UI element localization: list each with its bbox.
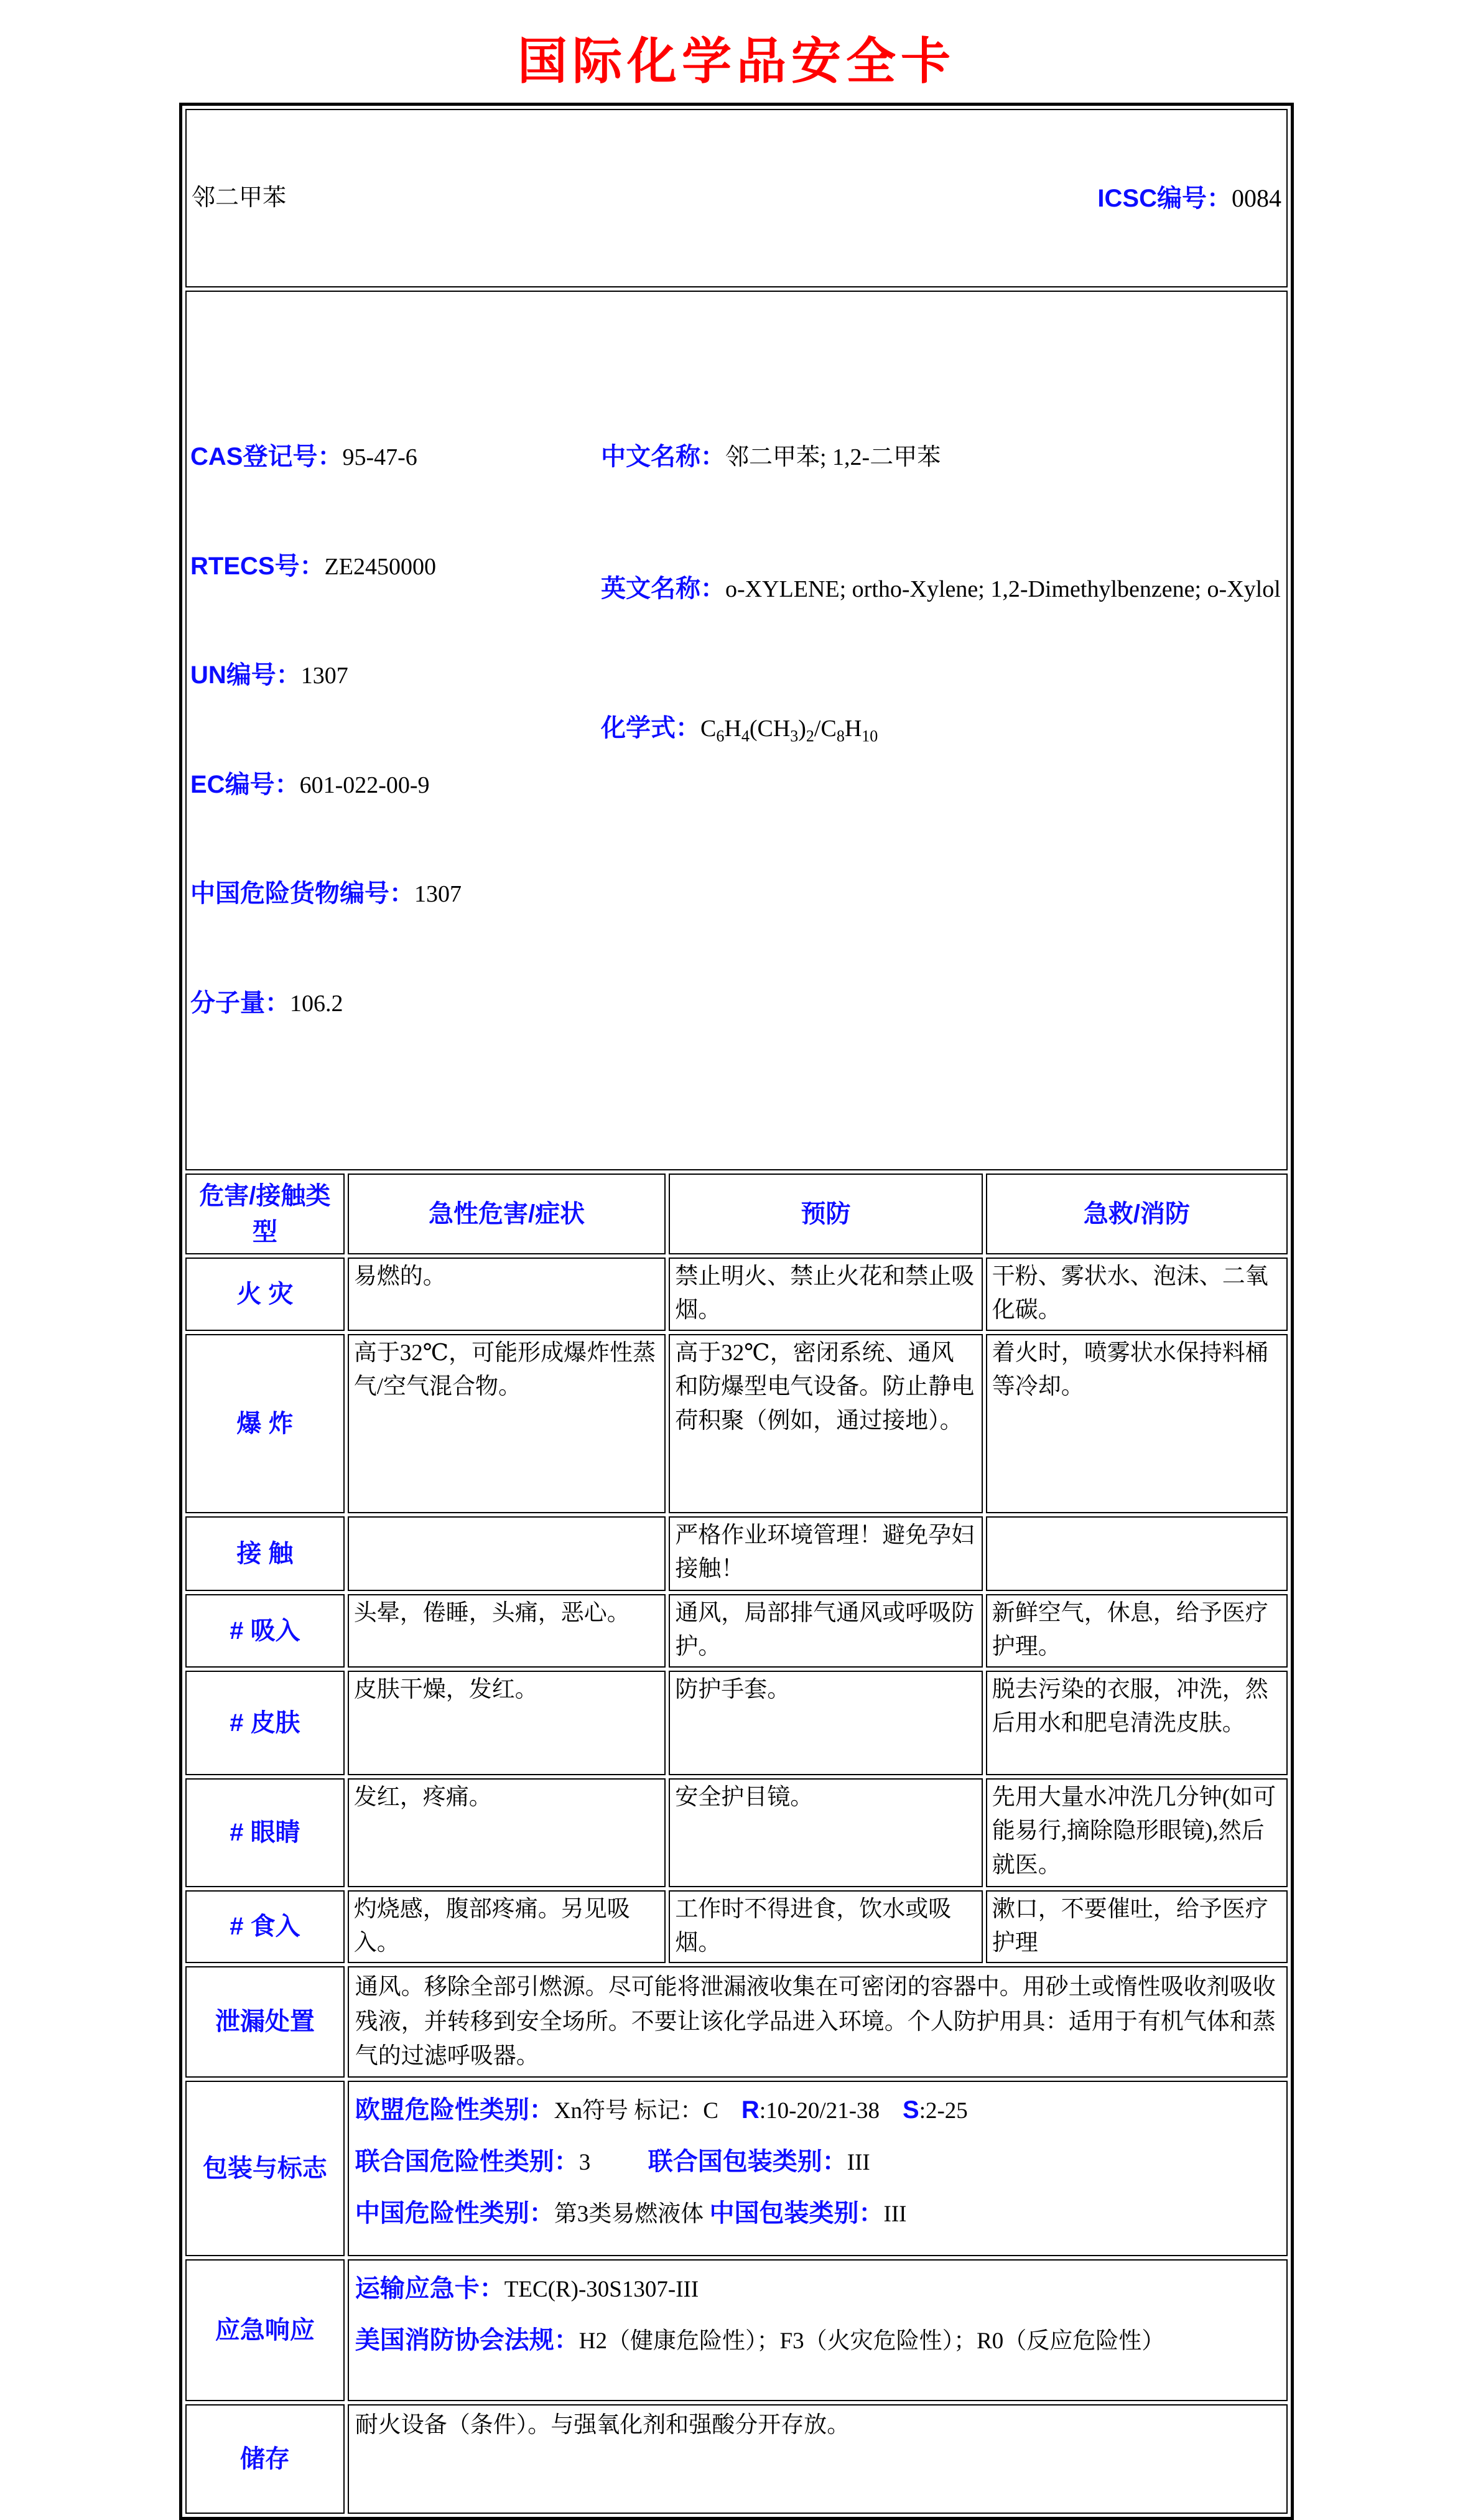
field-value: :10-20/21-38 (759, 2098, 903, 2124)
identifiers-cell (185, 291, 1288, 1170)
eyes-prevention-cell: 安全护目镜。 (669, 1778, 982, 1887)
field-value: 3 (579, 2149, 648, 2175)
field-label: R (741, 2096, 760, 2124)
formula-segment: /C (814, 715, 837, 742)
field-label: 美国消防协会法规： (355, 2326, 579, 2354)
inhalation-response-cell: 新鲜空气，休息，给予医疗护理。 (986, 1594, 1288, 1668)
header-hazard-type: 危害/接触类型 (185, 1174, 345, 1254)
field-label: S (903, 2096, 919, 2124)
chemical-formula-label: 化学式： (601, 714, 700, 742)
header-prevention: 预防 (669, 1174, 982, 1254)
text-line (355, 2188, 1280, 2239)
explosion-prevention-cell: 高于32℃，密闭系统、通风和防爆型电气设备。防止静电荷积聚（例如，通过接地）。 (669, 1334, 982, 1513)
china-dg-number-value: 1307 (414, 881, 462, 908)
field-label: 联合国包装类别： (648, 2147, 847, 2175)
skin-symptom-cell: 皮肤干燥，发红。 (348, 1671, 666, 1775)
ec-number (190, 765, 601, 806)
text-line (355, 2084, 1280, 2136)
formula-segment: 10 (862, 727, 878, 745)
formula-segment: H (844, 715, 862, 742)
rtecs-number-value: ZE2450000 (324, 553, 437, 580)
section-label-packaging: 包装与标志 (185, 2081, 345, 2256)
section-row-spill (185, 1966, 1288, 2078)
molecular-weight (190, 983, 601, 1024)
hazard-row-eyes (185, 1778, 1288, 1887)
row-label-exposure: 接 触 (185, 1516, 345, 1591)
formula-segment: 2 (806, 727, 814, 745)
field-value: III (883, 2201, 907, 2228)
formula-segment: (CH (749, 715, 791, 742)
identifiers-row (185, 291, 1288, 1170)
row-label-inhalation: # 吸入 (185, 1594, 345, 1668)
field-value: TEC(R)-30S1307-III (504, 2276, 699, 2302)
hazard-row-inhalation (185, 1594, 1288, 1668)
text-line (355, 2136, 1280, 2188)
text-line (355, 1970, 1280, 2074)
icsc-number (1097, 180, 1281, 217)
hazard-row-exposure (185, 1516, 1288, 1591)
field-value: 通风。移除全部引燃源。尽可能将泄漏液收集在可密闭的容器中。用砂土或惰性吸收剂吸收残液，并转移到安全场所。不要让该化学品进入环境。个人防护用具：适用于有机气体和蒸气的过滤呼吸器。 (355, 1974, 1276, 2070)
chinese-name-value: 邻二甲苯; 1,2-二甲苯 (725, 444, 941, 471)
row-label-fire: 火 灾 (185, 1258, 345, 1331)
packaging-content-cell (348, 2081, 1288, 2256)
section-row-emergency (185, 2259, 1288, 2401)
field-label: 欧盟危险性类别： (355, 2096, 554, 2124)
text-line (355, 2408, 1280, 2443)
section-label-spill: 泄漏处置 (185, 1966, 345, 2078)
card-title-cell (185, 109, 1288, 287)
page-title: 国际化学品安全卡 (518, 35, 955, 90)
skin-prevention-cell: 防护手套。 (669, 1671, 982, 1775)
name-list (601, 369, 1283, 1093)
ingestion-response-cell: 漱口，不要催吐，给予医疗护理 (986, 1890, 1288, 1964)
row-label-skin: # 皮肤 (185, 1671, 345, 1775)
icsc-card (179, 103, 1294, 2520)
header-first-aid: 急救/消防 (986, 1174, 1288, 1254)
cas-number-value: 95-47-6 (342, 444, 417, 471)
row-label-ingestion: # 食入 (185, 1890, 345, 1964)
header-acute-symptoms: 急性危害/症状 (348, 1174, 666, 1254)
field-value: 第3类易燃液体 (554, 2201, 710, 2228)
chemical-formula (601, 708, 1283, 749)
explosion-symptom-cell: 高于32℃，可能形成爆炸性蒸气/空气混合物。 (348, 1334, 666, 1513)
hazard-row-fire (185, 1258, 1288, 1331)
storage-content-cell (348, 2404, 1288, 2514)
field-label: 运输应急卡： (355, 2274, 504, 2302)
un-number (190, 655, 601, 696)
explosion-response-cell: 着火时，喷雾状水保持料桶等冷却。 (986, 1334, 1288, 1513)
cas-number (190, 437, 601, 478)
fire-prevention-cell: 禁止明火、禁止火花和禁止吸烟。 (669, 1258, 982, 1331)
field-value: H2（健康危险性）；F3（火灾危险性）；R0（反应危险性） (579, 2328, 1165, 2354)
field-value: Xn符号 标记：C (554, 2098, 741, 2124)
field-value: 耐火设备（条件）。与强氧化剂和强酸分开存放。 (355, 2412, 850, 2438)
formula-segment: 4 (741, 727, 750, 745)
molecular-weight-value: 106.2 (290, 990, 343, 1017)
english-name (601, 569, 1283, 609)
english-name-value: o-XYLENE; ortho-Xylene; 1,2-Dimethylbenzene; o-Xylol (725, 576, 1281, 602)
fire-response-cell: 干粉、雾状水、泡沫、二氧化碳。 (986, 1258, 1288, 1331)
eyes-symptom-cell: 发红，疼痛。 (348, 1778, 666, 1887)
un-number-label: UN编号： (190, 661, 301, 689)
section-label-storage: 储存 (185, 2404, 345, 2514)
ec-number-label: EC编号： (190, 770, 300, 798)
formula-segment: H (724, 715, 741, 742)
hazard-row-explosion (185, 1334, 1288, 1513)
inhalation-symptom-cell: 头晕，倦睡，头痛，恶心。 (348, 1594, 666, 1668)
ingestion-symptom-cell: 灼烧感，腹部疼痛。另见吸入。 (348, 1890, 666, 1964)
hazard-row-skin (185, 1671, 1288, 1775)
china-dg-number (190, 874, 601, 915)
text-line (355, 2315, 1280, 2366)
chemical-formula-value (700, 715, 878, 745)
section-row-storage (185, 2404, 1288, 2514)
emergency-content-cell (348, 2259, 1288, 2401)
exposure-response-cell (986, 1516, 1288, 1591)
field-value: :2-25 (919, 2098, 968, 2124)
china-dg-number-label: 中国危险货物编号： (190, 880, 414, 908)
eyes-response-cell: 先用大量水冲洗几分钟(如可能易行,摘除隐形眼镜),然后就医。 (986, 1778, 1288, 1887)
section-row-packaging (185, 2081, 1288, 2256)
hazard-row-ingestion (185, 1890, 1288, 1964)
hazard-header-row (185, 1174, 1288, 1254)
icsc-number-label: ICSC编号： (1097, 184, 1232, 212)
rtecs-number-label: RTECS号： (190, 552, 325, 580)
card-title-row (185, 109, 1288, 287)
english-name-label: 英文名称： (601, 574, 725, 602)
formula-segment: 8 (836, 727, 845, 745)
ec-number-value: 601-022-00-9 (299, 772, 430, 798)
row-label-eyes: # 眼睛 (185, 1778, 345, 1887)
exposure-prevention-cell: 严格作业环境管理！避免孕妇接触！ (669, 1516, 982, 1591)
field-value: III (847, 2149, 870, 2175)
molecular-weight-label: 分子量： (190, 989, 290, 1017)
field-label: 联合国危险性类别： (355, 2147, 579, 2175)
ingestion-prevention-cell: 工作时不得进食，饮水或吸烟。 (669, 1890, 982, 1964)
rtecs-number (190, 546, 601, 587)
inhalation-prevention-cell: 通风，局部排气通风或呼吸防护。 (669, 1594, 982, 1668)
identifier-list (190, 369, 601, 1093)
formula-segment: 3 (790, 727, 799, 745)
section-label-emergency: 应急响应 (185, 2259, 345, 2401)
formula-segment: 6 (716, 727, 725, 745)
fire-symptom-cell: 易燃的。 (348, 1258, 666, 1331)
icsc-number-value: 0084 (1232, 184, 1281, 212)
chemical-name: 邻二甲苯 (192, 185, 287, 212)
formula-segment: ) (798, 715, 806, 742)
exposure-symptom-cell (348, 1516, 666, 1591)
formula-segment: C (700, 715, 717, 742)
field-label: 中国危险性类别： (355, 2200, 554, 2228)
text-line (355, 2263, 1280, 2315)
skin-response-cell: 脱去污染的衣服，冲洗，然后用水和肥皂清洗皮肤。 (986, 1671, 1288, 1775)
chinese-name-label: 中文名称： (601, 443, 725, 471)
un-number-value: 1307 (300, 663, 348, 689)
chinese-name (601, 437, 1283, 478)
spill-content-cell (348, 1966, 1288, 2078)
cas-number-label: CAS登记号： (190, 443, 343, 471)
field-label: 中国包装类别： (709, 2200, 884, 2228)
row-label-explosion: 爆 炸 (185, 1334, 345, 1513)
